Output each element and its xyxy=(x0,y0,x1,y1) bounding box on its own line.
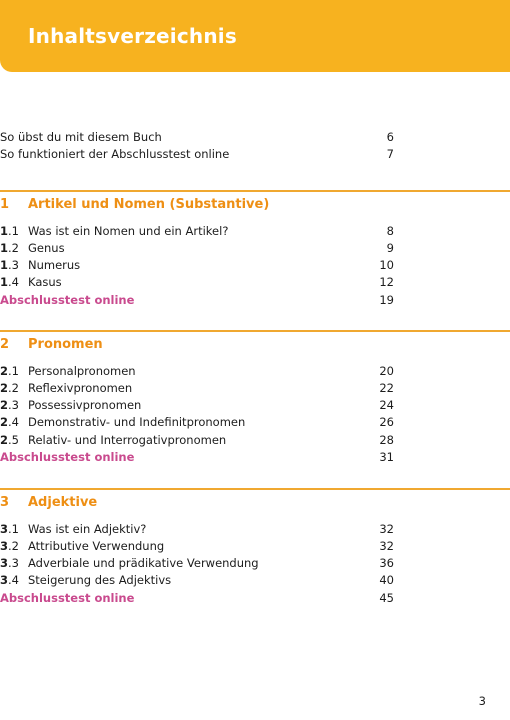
toc-entry[interactable] xyxy=(0,538,394,555)
toc-entry-label: So funktioniert der Abschlusstest online xyxy=(0,147,230,162)
toc-entry-label: Was ist ein Adjektiv? xyxy=(28,521,147,536)
chapter-heading[interactable] xyxy=(0,495,510,519)
chapter-divider xyxy=(0,190,510,192)
toc-entry-label: Steigerung des Adjektivs xyxy=(28,573,172,588)
toc-entry[interactable] xyxy=(0,363,394,380)
final-test-label: Abschlusstest online xyxy=(0,292,135,307)
toc-entry-label: Adverbiale und prädikative Verwendung xyxy=(28,556,259,571)
chapter-number: 2 xyxy=(0,336,10,352)
toc-entry-page: 7 xyxy=(386,147,394,162)
final-test-label: Abschlusstest online xyxy=(0,590,135,605)
final-test-page: 19 xyxy=(379,292,394,307)
toc-entry[interactable] xyxy=(0,414,394,431)
toc-entry-label: Was ist ein Nomen und ein Artikel? xyxy=(28,223,229,238)
toc-entry-number: 3.3 xyxy=(0,556,19,571)
toc-entry[interactable] xyxy=(0,380,394,397)
toc-entry-label: Numerus xyxy=(28,258,81,273)
toc-entry-number: 1.4 xyxy=(0,275,19,290)
toc-entry-number: 2.4 xyxy=(0,415,19,430)
toc-entry-page: 9 xyxy=(386,240,394,255)
toc-entry-page: 28 xyxy=(379,432,394,447)
toc-entry-number: 1.1 xyxy=(0,223,19,238)
toc-entry[interactable] xyxy=(0,521,394,538)
toc-entry-number: 2.3 xyxy=(0,398,19,413)
page-title: Inhaltsverzeichnis xyxy=(28,24,237,48)
toc-entry-page: 8 xyxy=(386,223,394,238)
toc-entry-page: 36 xyxy=(379,556,394,571)
toc-entry[interactable] xyxy=(0,274,394,291)
toc-entry[interactable] xyxy=(0,146,394,163)
toc-entry-page: 24 xyxy=(379,398,394,413)
final-test-link[interactable] xyxy=(0,292,394,309)
toc-entry-page: 12 xyxy=(379,275,394,290)
chapter-title: Artikel und Nomen (Substantive) xyxy=(28,196,270,212)
toc-entry-page: 26 xyxy=(379,415,394,430)
final-test-page: 31 xyxy=(379,449,394,464)
toc-entry-label: Kasus xyxy=(28,275,62,290)
toc-entry-label: Genus xyxy=(28,240,65,255)
toc-entry-label: Possessivpronomen xyxy=(28,398,142,413)
toc-entry[interactable] xyxy=(0,572,394,589)
chapter-3 xyxy=(0,488,510,607)
chapter-heading[interactable] xyxy=(0,337,510,361)
final-test-page: 45 xyxy=(379,590,394,605)
toc-entry-page: 32 xyxy=(379,538,394,553)
toc-entry-number: 2.1 xyxy=(0,363,19,378)
toc-entry[interactable] xyxy=(0,397,394,414)
toc-entry-page: 10 xyxy=(379,258,394,273)
chapter-divider xyxy=(0,330,510,332)
chapter-title: Pronomen xyxy=(28,336,103,352)
toc-entry-label: Personalpronomen xyxy=(28,363,136,378)
final-test-link[interactable] xyxy=(0,449,394,466)
toc-entry[interactable] xyxy=(0,257,394,274)
final-test-link[interactable] xyxy=(0,590,394,607)
toc-entry-number: 3.2 xyxy=(0,538,19,553)
toc-entry-number: 1.3 xyxy=(0,258,19,273)
intro-section xyxy=(0,129,394,164)
toc-entry-label: Relativ- und Interrogativpronomen xyxy=(28,432,227,447)
toc-entry-page: 20 xyxy=(379,363,394,378)
chapter-number: 3 xyxy=(0,494,10,510)
toc-entry-label: Attributive Verwendung xyxy=(28,538,165,553)
toc-entry-number: 2.2 xyxy=(0,380,19,395)
chapter-2 xyxy=(0,330,510,466)
toc-entry-label: Reflexivpronomen xyxy=(28,380,133,395)
toc-entry-page: 40 xyxy=(379,573,394,588)
final-test-label: Abschlusstest online xyxy=(0,449,135,464)
toc-entry-page: 32 xyxy=(379,521,394,536)
toc-entry-number: 3.4 xyxy=(0,573,19,588)
page-number: 3 xyxy=(478,694,486,708)
toc-entry-number: 3.1 xyxy=(0,521,19,536)
toc-entry[interactable] xyxy=(0,555,394,572)
toc-entry-label: So übst du mit diesem Buch xyxy=(0,130,162,144)
toc-entry[interactable] xyxy=(0,240,394,257)
chapter-title: Adjektive xyxy=(28,494,98,510)
chapter-divider xyxy=(0,488,510,490)
title-banner xyxy=(0,0,510,72)
toc-entry-number: 2.5 xyxy=(0,432,19,447)
toc-entry-page: 6 xyxy=(386,130,394,144)
toc-entry-page: 22 xyxy=(379,380,394,395)
chapter-heading[interactable] xyxy=(0,197,510,221)
toc-entry-number: 1.2 xyxy=(0,240,19,255)
toc-entry[interactable] xyxy=(0,432,394,449)
toc-entry[interactable] xyxy=(0,129,394,146)
chapter-number: 1 xyxy=(0,196,10,212)
toc-entry-label: Demonstrativ- und Indefinitpronomen xyxy=(28,415,246,430)
chapter-1 xyxy=(0,190,510,309)
toc-entry[interactable] xyxy=(0,223,394,240)
